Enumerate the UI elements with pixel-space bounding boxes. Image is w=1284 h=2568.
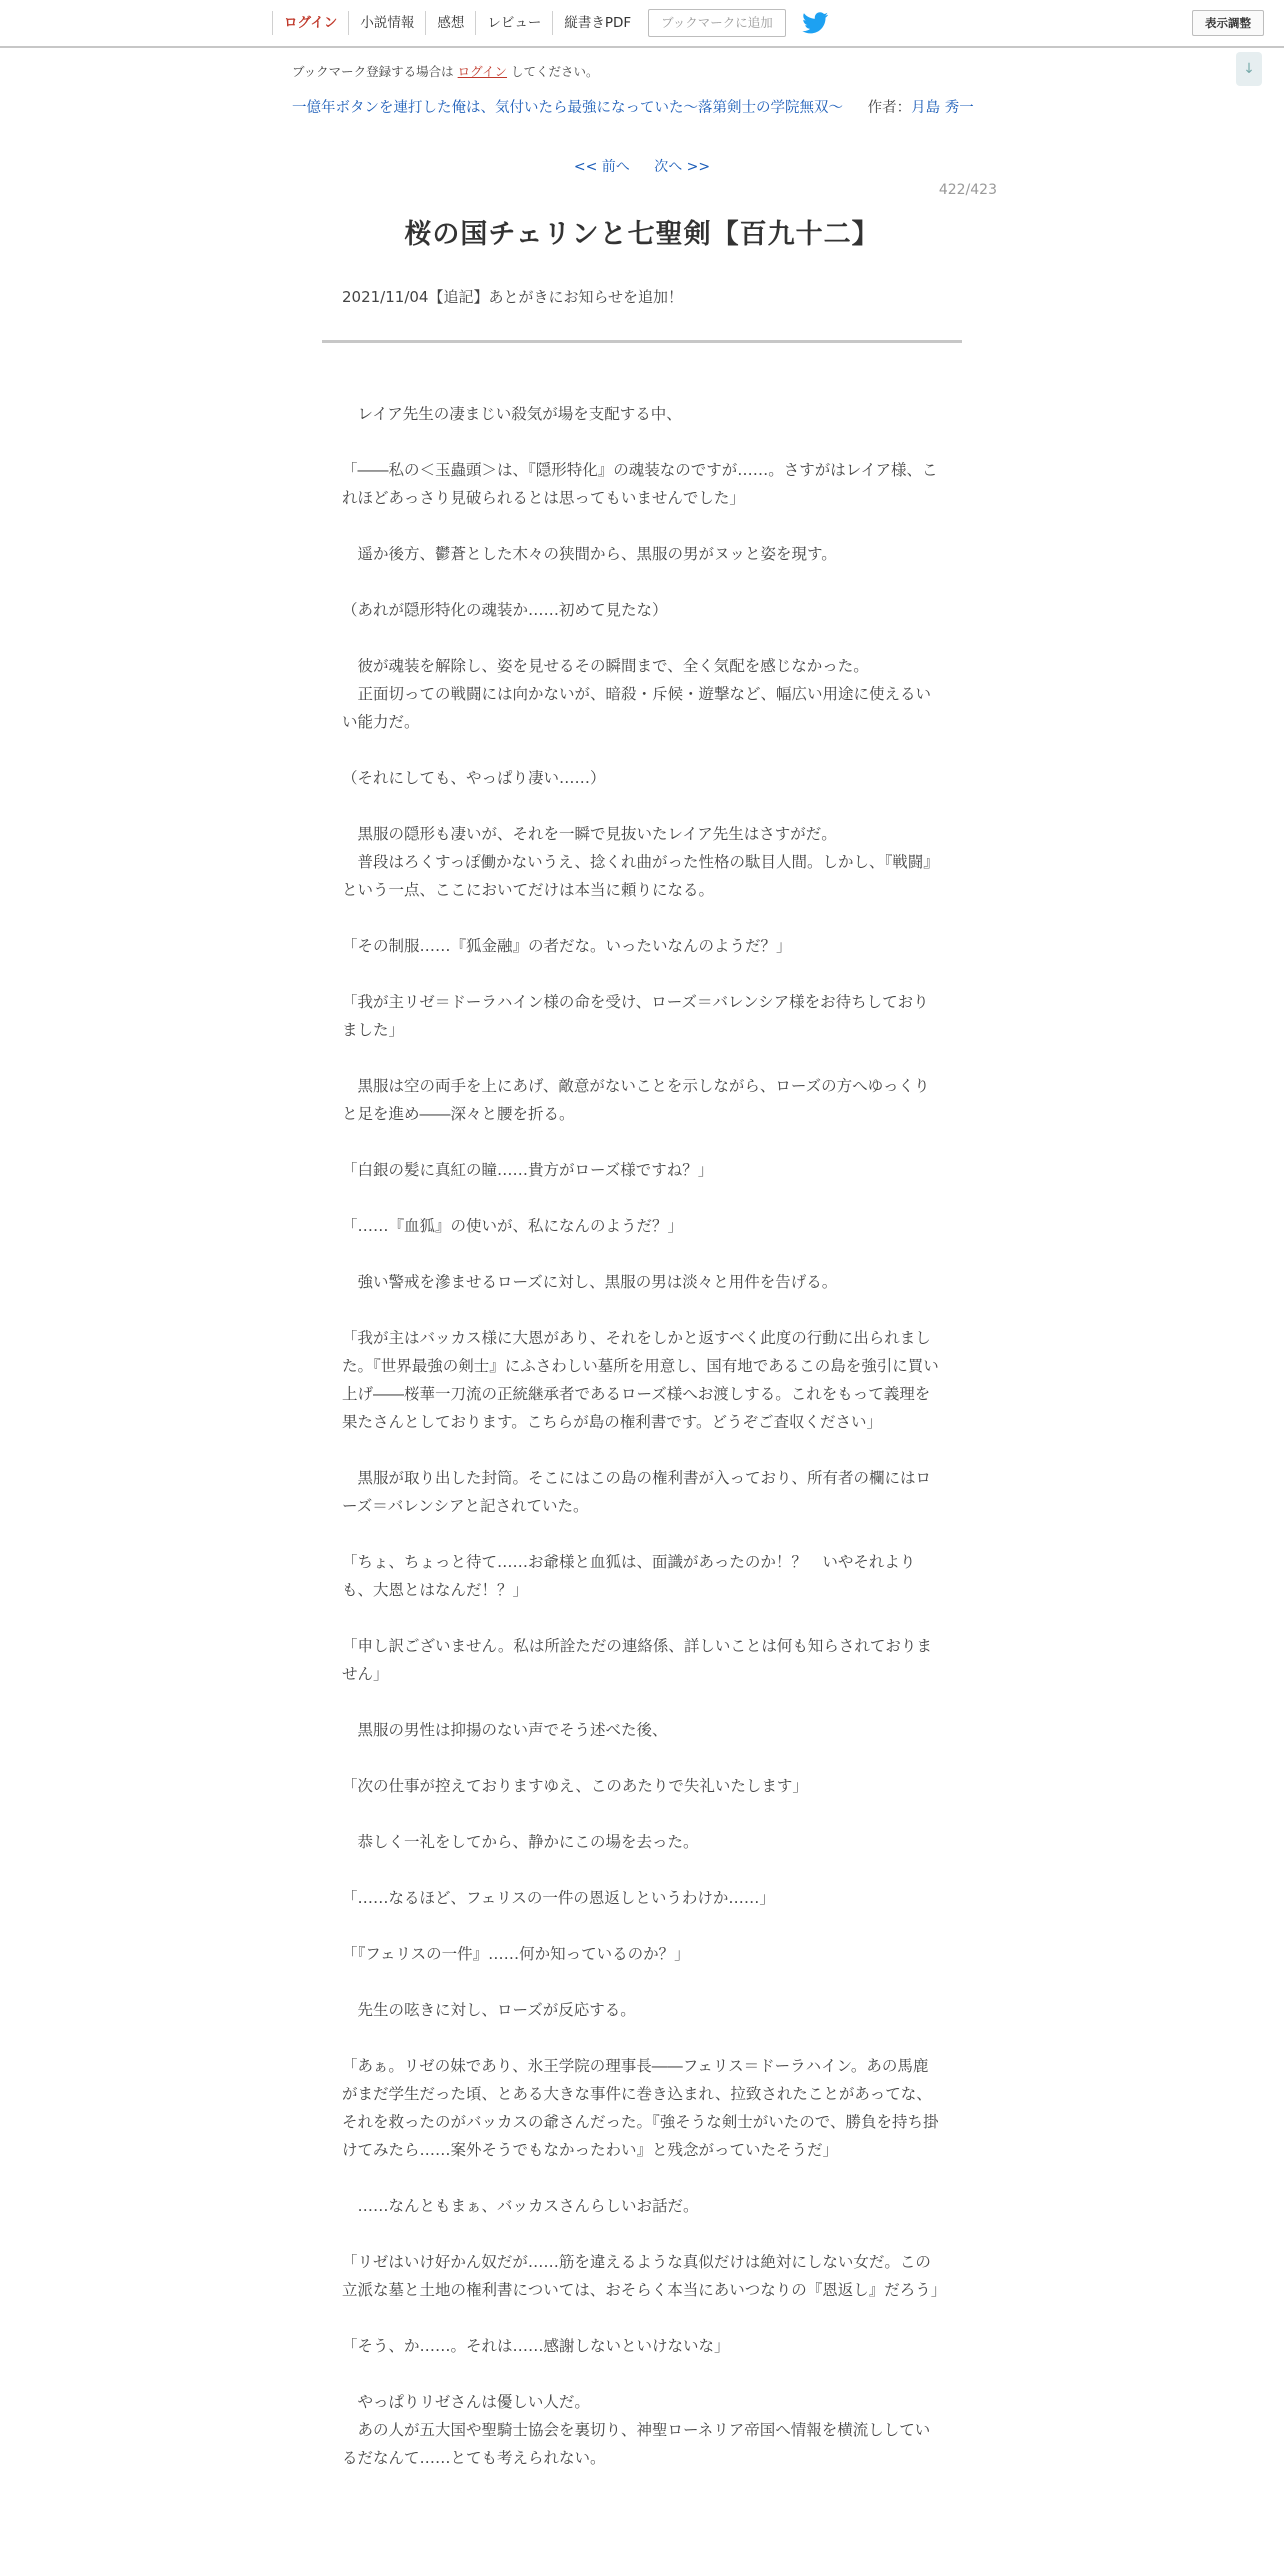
paragraph: 「……なるほど、フェリスの一件の恩返しというわけか……」 [342,1889,775,1907]
next-link[interactable]: 次へ >> [654,159,711,175]
page-count: 422/423 [938,182,997,198]
paragraph: 先生の呟きに対し、ローズが反応する。 [342,2001,636,2019]
paragraph: 「我が主リゼ＝ドーラハイン様の命を受け、ローズ＝バレンシア様をお待ちしておりました」 [342,993,929,1039]
bookmark-notice [292,62,599,80]
prev-link[interactable]: << 前へ [573,159,630,175]
nav-login[interactable]: ログイン [272,11,348,35]
paragraph: 「『フェリスの一件』……何か知っているのか？」 [342,1945,690,1963]
display-settings-button[interactable]: 表示調整 [1192,10,1264,36]
nav-impressions[interactable]: 感想 [425,11,475,35]
paragraph: レイア先生の凄まじい殺気が場を支配する中、 [342,405,682,423]
paragraph: 黒服が取り出した封筒。そこにはこの島の権利書が入っており、所有者の欄にはローズ＝バレンシアと記されていた。 [342,1469,932,1515]
paragraph: 「リゼはいけ好かん奴だが……筋を違えるような真似だけは絶対にしない女だ。この立派な墓と土地の権利書については、おそらく本当にあいつなりの『恩返し』だろう」 [342,2253,947,2299]
paragraph: （あれが隠形特化の魂装か……初めて見たな） [342,601,668,619]
scroll-down-button[interactable]: ↓ [1236,52,1262,86]
notice-after: してください。 [511,64,599,79]
paragraph: 黒服の隠形も凄いが、それを一瞬で見抜いたレイア先生はさすがだ。 [342,825,837,843]
bookmark-button[interactable]: ブックマークに追加 [648,9,786,37]
nav-novel-info[interactable]: 小説情報 [348,11,425,35]
paragraph: 「我が主はバッカス様に大恩があり、それをしかと返すべく此度の行動に出られました。『世界最強の剣士』にふさわしい墓所を用意し、国有地であるこの島を強引に買い上げ――桜華一刀流の正統継承者であるローズ様へお渡しする。これをもって義理を果たさんとしております。こちらが島の権利書です。どうぞご査収ください」 [342,1329,939,1431]
paragraph: 「そう、か……。それは……感謝しないといけないな」 [342,2337,730,2355]
novel-header [292,96,974,117]
paragraph: 恭しく一礼をしてから、静かにこの場を去った。 [342,1833,699,1851]
paragraph: あの人が五大国や聖騎士協会を裏切り、神聖ローネリア帝国へ情報を横流ししているだなんて……とても考えられない。 [342,2421,931,2467]
divider [322,340,962,343]
author-label: 作者： [867,100,912,116]
chapter-title: 桜の国チェリンと七聖剣【百九十二】 [404,219,880,250]
paragraph: 正面切っての戦闘には向かないが、暗殺・斥候・遊撃など、幅広い用途に使えるいい能力だ。 [342,685,932,731]
paragraph: 黒服は空の両手を上にあげ、敵意がないことを示しながら、ローズの方へゆっくりと足を進め――深々と腰を折る。 [342,1077,930,1123]
story-body [342,400,947,2472]
paragraph: 「申し訳ございません。私は所詮ただの連絡係、詳しいことは何も知らされておりません」 [342,1637,932,1683]
paragraph: 普段はろくすっぽ働かないうえ、捻くれ曲がった性格の駄目人間。しかし、『戦闘』という一点、ここにおいてだけは本当に頼りになる。 [342,853,939,899]
novel-title-link[interactable]: 一億年ボタンを連打した俺は、気付いたら最強になっていた～落第剣士の学院無双～ [292,100,843,116]
paragraph: （それにしても、やっぱり凄い……） [342,769,606,787]
paragraph: 黒服の男性は抑揚のない声でそう述べた後、 [342,1721,668,1739]
paragraph: 「次の仕事が控えておりますゆえ、このあたりで失礼いたします」 [342,1777,808,1795]
paragraph: 「――私の＜玉蟲頭＞は、『隠形特化』の魂装なのですが……。さすがはレイア様、これほどあっさり見破られるとは思ってもいませんでした」 [342,461,938,507]
pager [0,156,1284,176]
paragraph: 「……『血狐』の使いが、私になんのようだ？」 [342,1217,684,1235]
notice-login-link[interactable]: ログイン [457,64,508,79]
nav-review[interactable]: レビュー [475,11,552,35]
paragraph: 遥か後方、鬱蒼とした木々の狭間から、黒服の男がヌッと姿を現す。 [342,545,837,563]
paragraph: 「その制服……『狐金融』の者だな。いったいなんのようだ？」 [342,937,792,955]
paragraph: 強い警戒を滲ませるローズに対し、黒服の男は淡々と用件を告げる。 [342,1273,838,1291]
twitter-icon[interactable] [802,12,828,34]
author-link[interactable]: 月島 秀一 [911,100,974,116]
top-nav [0,0,1284,48]
nav-vertical-pdf[interactable]: 縦書きPDF [552,11,642,35]
notice-before: ブックマーク登録する場合は [292,64,454,79]
paragraph: ……なんともまぁ、バッカスさんらしいお話だ。 [342,2197,699,2215]
paragraph: 「あぁ。リゼの妹であり、氷王学院の理事長――フェリス＝ドーラハイン。あの馬鹿がまだ学生だった頃、とある大きな事件に巻き込まれ、拉致されたことがあってな、それを救ったのがバッカスの爺さんだった。『強そうな剣士がいたので、勝負を持ち掛けてみたら……案外そうでもなかったわい』と残念がっていたそうだ」 [342,2057,939,2159]
nav-menu [272,0,828,46]
paragraph: 「ちょ、ちょっと待て……お爺様と血狐は、面識があったのか！？ いやそれよりも、大恩とはなんだ！？」 [342,1553,916,1599]
paragraph: 彼が魂装を解除し、姿を見せるその瞬間まで、全く気配を感じなかった。 [342,657,869,675]
paragraph: 「白銀の髪に真紅の瞳……貴方がローズ様ですね？」 [342,1161,714,1179]
update-note: 2021/11/04【追記】あとがきにお知らせを追加！ [342,288,684,306]
paragraph: やっぱりリゼさんは優しい人だ。 [342,2393,590,2411]
